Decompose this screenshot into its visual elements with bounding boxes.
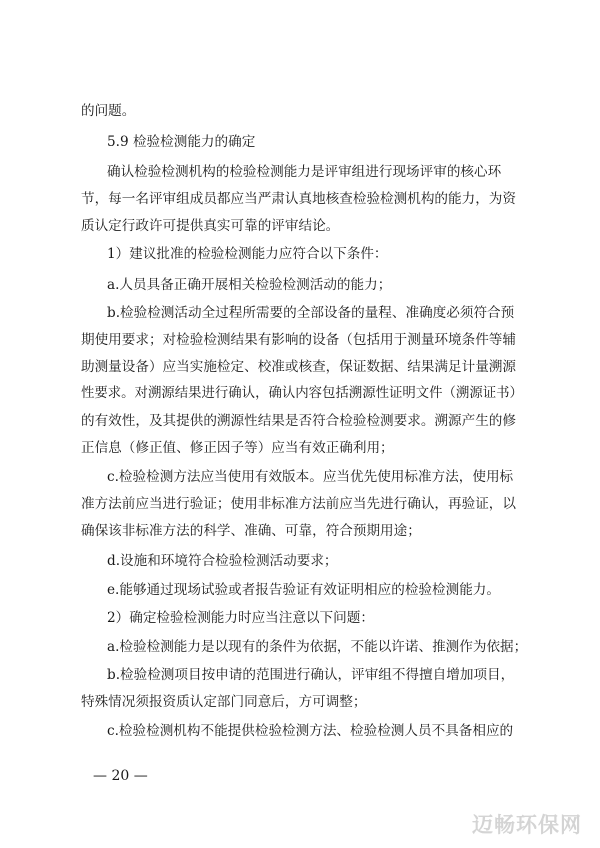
text-line: a.人员具备正确开展相关检验检测活动的能力； (107, 277, 392, 293)
page-number: — 20 — (93, 768, 148, 784)
text-line: 节，每一名评审组成员都应当严肃认真地核查检验检测机构的能力，为资 (81, 191, 516, 207)
text-line: 质认定行政许可提供真实可靠的评审结论。 (81, 218, 340, 234)
text-line: 性要求。对溯源结果进行确认，确认内容包括溯源性证明文件（溯源证书） (81, 386, 523, 401)
text-line: a.检验检测能力是以现有的条件为依据，不能以许诺、推测作为依据； (107, 639, 528, 655)
text-line: 确保该非标准方法的科学、准确、可靠，符合预期用途； (81, 523, 421, 539)
text-line: 准方法前应当进行验证；使用非标准方法前应当先进行确认，再验证，以 (81, 496, 516, 512)
text-line: 正信息（修正值、修正因子等）应当有效正确利用； (81, 440, 394, 456)
text-line: 确认检验检测机构的检验检测能力是评审组进行现场评审的核心环 (107, 164, 502, 180)
text-line: 期使用要求；对检验检测结果有影响的设备（包括用于测量环境条件等辅 (81, 332, 516, 348)
text-line: 的问题。 (81, 103, 136, 119)
text-line: 助测量设备）应当实施检定、校准或核查，保证数据、结果满足计量溯源 (81, 359, 516, 375)
text-line: e.能够通过现场试验或者报告验证有效证明相应的检验检测能力。 (107, 582, 500, 598)
text-line: 特殊情况须报资质认定部门同意后，方可调整； (81, 694, 367, 710)
text-line: b.检验检测活动全过程所需要的全部设备的量程、准确度必须符合预 (107, 305, 515, 321)
text-line: 5.9 检验检测能力的确定 (107, 134, 256, 150)
text-line: c.检验检测机构不能提供检验检测方法、检验检测人员不具备相应的 (107, 723, 514, 739)
text-line: d.设施和环境符合检验检测活动要求； (107, 553, 338, 569)
watermark-logo: 迈畅环保网 (472, 813, 582, 837)
text-line: c.检验检测方法应当使用有效版本。应当优先使用标准方法，使用标 (107, 469, 514, 485)
text-line: 1）建议批准的检验检测能力应符合以下条件： (107, 246, 388, 262)
text-line: 2）确定检验检测能力时应当注意以下问题： (107, 610, 374, 626)
text-line: b.检验检测项目按申请的范围进行确认，评审组不得擅自增加项目， (107, 667, 515, 683)
text-line: 的有效性，及其提供的溯源性结果是否符合检验检测要求。溯源产生的修 (81, 413, 516, 429)
